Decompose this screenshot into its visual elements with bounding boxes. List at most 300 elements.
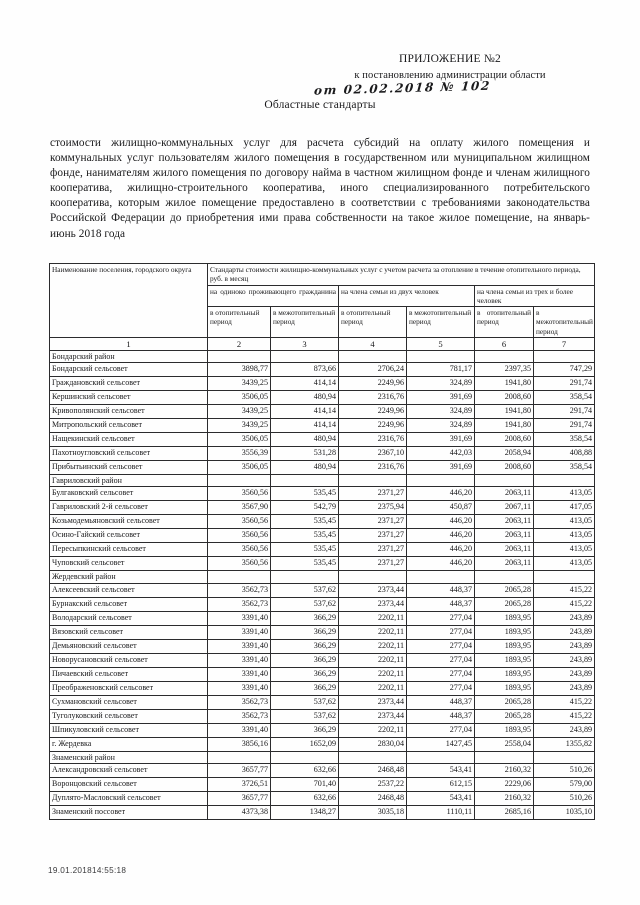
value-cell-6: 2008,60 bbox=[475, 433, 534, 447]
table-row bbox=[50, 695, 595, 709]
settlement-name: Нащекинский сельсовет bbox=[50, 433, 208, 447]
settlement-name: Чуповский сельсовет bbox=[50, 557, 208, 571]
table-row bbox=[50, 447, 595, 461]
print-timestamp: 19.01.201814:55:18 bbox=[48, 866, 127, 875]
settlement-name: Шпикуловский сельсовет bbox=[50, 723, 208, 737]
value-cell-4: 2371,27 bbox=[339, 557, 407, 571]
settlement-name: Новорусановский сельсовет bbox=[50, 653, 208, 667]
value-cell-5: 448,37 bbox=[407, 709, 475, 723]
value-cell-7: 243,89 bbox=[534, 625, 595, 639]
value-cell-5: 277,04 bbox=[407, 653, 475, 667]
value-cell-3: 414,14 bbox=[271, 405, 339, 419]
section-title: Бондарский район bbox=[50, 351, 208, 363]
value-cell-6: 2008,60 bbox=[475, 461, 534, 475]
appendix-header-block bbox=[300, 52, 600, 99]
table-head bbox=[50, 264, 595, 351]
value-cell-2: 3560,56 bbox=[208, 543, 271, 557]
value-cell-4: 2373,44 bbox=[339, 709, 407, 723]
value-cell-3: 366,29 bbox=[271, 611, 339, 625]
value-cell-5: 391,69 bbox=[407, 391, 475, 405]
header-row-1 bbox=[50, 264, 595, 286]
value-cell-6: 2160,32 bbox=[475, 791, 534, 805]
table-row bbox=[50, 391, 595, 405]
section-empty-cell bbox=[271, 351, 339, 363]
value-cell-2: 3856,16 bbox=[208, 737, 271, 751]
value-cell-7: 243,89 bbox=[534, 639, 595, 653]
value-cell-4: 2249,96 bbox=[339, 377, 407, 391]
value-cell-6: 2685,16 bbox=[475, 805, 534, 819]
settlement-name: Александровский сельсовет bbox=[50, 763, 208, 777]
value-cell-7: 243,89 bbox=[534, 667, 595, 681]
value-cell-2: 4373,38 bbox=[208, 805, 271, 819]
settlement-name: Осино-Гайский сельсовет bbox=[50, 529, 208, 543]
section-empty-cell bbox=[208, 571, 271, 583]
value-cell-2: 3391,40 bbox=[208, 639, 271, 653]
section-empty-cell bbox=[475, 571, 534, 583]
value-cell-3: 537,62 bbox=[271, 709, 339, 723]
value-cell-7: 358,54 bbox=[534, 461, 595, 475]
value-cell-6: 1893,95 bbox=[475, 723, 534, 737]
header-cell-two-persons: на члена семьи из двух человек bbox=[339, 285, 475, 307]
section-title: Жердевский район bbox=[50, 571, 208, 583]
value-cell-6: 2063,11 bbox=[475, 487, 534, 501]
value-cell-2: 3657,77 bbox=[208, 763, 271, 777]
table-row bbox=[50, 543, 595, 557]
value-cell-2: 3556,39 bbox=[208, 447, 271, 461]
table-row bbox=[50, 501, 595, 515]
value-cell-5: 446,20 bbox=[407, 529, 475, 543]
table-row bbox=[50, 419, 595, 433]
value-cell-3: 537,62 bbox=[271, 597, 339, 611]
table-row bbox=[50, 709, 595, 723]
value-cell-3: 1348,27 bbox=[271, 805, 339, 819]
value-cell-5: 324,89 bbox=[407, 419, 475, 433]
value-cell-2: 3560,56 bbox=[208, 515, 271, 529]
settlement-name: Преображеновский сельсовет bbox=[50, 681, 208, 695]
value-cell-6: 2065,28 bbox=[475, 709, 534, 723]
value-cell-3: 366,29 bbox=[271, 625, 339, 639]
table-row bbox=[50, 363, 595, 377]
value-cell-3: 535,45 bbox=[271, 515, 339, 529]
value-cell-7: 510,26 bbox=[534, 763, 595, 777]
section-title: Знаменский район bbox=[50, 751, 208, 763]
settlement-name: Туголуковский сельсовет bbox=[50, 709, 208, 723]
value-cell-6: 1893,95 bbox=[475, 611, 534, 625]
value-cell-4: 2202,11 bbox=[339, 611, 407, 625]
section-empty-cell bbox=[534, 571, 595, 583]
value-cell-5: 277,04 bbox=[407, 639, 475, 653]
value-cell-5: 277,04 bbox=[407, 667, 475, 681]
table-row bbox=[50, 529, 595, 543]
table-row bbox=[50, 653, 595, 667]
header-cell-nonheating-2: в межотопительный период bbox=[407, 307, 475, 338]
table-row bbox=[50, 583, 595, 597]
value-cell-5: 448,37 bbox=[407, 597, 475, 611]
value-cell-7: 413,05 bbox=[534, 515, 595, 529]
value-cell-2: 3391,40 bbox=[208, 681, 271, 695]
table-row bbox=[50, 377, 595, 391]
value-cell-6: 1941,80 bbox=[475, 419, 534, 433]
value-cell-7: 243,89 bbox=[534, 653, 595, 667]
value-cell-4: 2468,48 bbox=[339, 791, 407, 805]
table-row bbox=[50, 639, 595, 653]
value-cell-4: 2830,04 bbox=[339, 737, 407, 751]
value-cell-2: 3567,90 bbox=[208, 501, 271, 515]
section-empty-cell bbox=[339, 475, 407, 487]
settlement-name: Бондарский сельсовет bbox=[50, 363, 208, 377]
value-cell-5: 446,20 bbox=[407, 487, 475, 501]
column-number-row bbox=[50, 338, 595, 351]
value-cell-7: 510,26 bbox=[534, 791, 595, 805]
value-cell-4: 2202,11 bbox=[339, 723, 407, 737]
section-empty-cell bbox=[339, 571, 407, 583]
intro-paragraph: стоимости жилищно-коммунальных услуг для расчета субсидий на оплату жилого помещения и коммунальных услуг пользователям жилого помещения в государственном или муниципальном жилищном фонде, нанимателям жилого помещения по договору найма в частном жилищном фонде и членам жилищного кооператива, жилищно-строительного кооператива, иного специализированного потребительского кооператива, которым жилое помещение предоставлено в соответствии с требованиями законодательства Российской Федерации до приобретения ими права собственности на такое жилое помещение, на январь-июнь 2018 года bbox=[50, 137, 590, 240]
value-cell-3: 542,79 bbox=[271, 501, 339, 515]
value-cell-3: 366,29 bbox=[271, 723, 339, 737]
value-cell-6: 2063,11 bbox=[475, 557, 534, 571]
value-cell-5: 277,04 bbox=[407, 723, 475, 737]
value-cell-2: 3560,56 bbox=[208, 487, 271, 501]
appendix-number: ПРИЛОЖЕНИЕ №2 bbox=[399, 53, 501, 65]
table-row bbox=[50, 461, 595, 475]
value-cell-4: 2371,27 bbox=[339, 529, 407, 543]
table-row bbox=[50, 723, 595, 737]
value-cell-3: 366,29 bbox=[271, 653, 339, 667]
table-row bbox=[50, 487, 595, 501]
value-cell-3: 366,29 bbox=[271, 639, 339, 653]
settlement-name: Пахотноугловский сельсовет bbox=[50, 447, 208, 461]
section-empty-cell bbox=[271, 475, 339, 487]
value-cell-7: 243,89 bbox=[534, 611, 595, 625]
settlement-name: Дуплято-Масловский сельсовет bbox=[50, 791, 208, 805]
handwritten-annotation: от 02.02.2018 № 102 bbox=[313, 78, 492, 98]
col-number-2: 2 bbox=[208, 338, 271, 351]
value-cell-7: 358,54 bbox=[534, 433, 595, 447]
value-cell-2: 3391,40 bbox=[208, 625, 271, 639]
value-cell-3: 531,28 bbox=[271, 447, 339, 461]
value-cell-6: 2558,04 bbox=[475, 737, 534, 751]
value-cell-7: 413,05 bbox=[534, 529, 595, 543]
value-cell-5: 442,03 bbox=[407, 447, 475, 461]
settlement-name: Кривополянский сельсовет bbox=[50, 405, 208, 419]
value-cell-3: 414,14 bbox=[271, 377, 339, 391]
value-cell-6: 2065,28 bbox=[475, 695, 534, 709]
value-cell-4: 2373,44 bbox=[339, 695, 407, 709]
settlement-name: Знаменский поссовет bbox=[50, 805, 208, 819]
value-cell-4: 2468,48 bbox=[339, 763, 407, 777]
value-cell-5: 543,41 bbox=[407, 791, 475, 805]
value-cell-5: 448,37 bbox=[407, 695, 475, 709]
table-row bbox=[50, 433, 595, 447]
table-row bbox=[50, 667, 595, 681]
value-cell-5: 446,20 bbox=[407, 543, 475, 557]
value-cell-6: 1893,95 bbox=[475, 681, 534, 695]
settlement-name: Прибытьинский сельсовет bbox=[50, 461, 208, 475]
value-cell-6: 1941,80 bbox=[475, 377, 534, 391]
value-cell-2: 3560,56 bbox=[208, 529, 271, 543]
value-cell-4: 2316,76 bbox=[339, 461, 407, 475]
section-header-row bbox=[50, 351, 595, 363]
value-cell-7: 747,29 bbox=[534, 363, 595, 377]
value-cell-2: 3439,25 bbox=[208, 377, 271, 391]
value-cell-7: 415,22 bbox=[534, 597, 595, 611]
value-cell-5: 448,37 bbox=[407, 583, 475, 597]
col-number-1: 1 bbox=[50, 338, 208, 351]
settlement-name: Володарский сельсовет bbox=[50, 611, 208, 625]
value-cell-7: 415,22 bbox=[534, 695, 595, 709]
value-cell-4: 2373,44 bbox=[339, 583, 407, 597]
value-cell-7: 291,74 bbox=[534, 419, 595, 433]
value-cell-4: 2249,96 bbox=[339, 405, 407, 419]
value-cell-7: 243,89 bbox=[534, 723, 595, 737]
header-cell-heating-2: в отопительный период bbox=[339, 307, 407, 338]
settlement-name: Демьяновский сельсовет bbox=[50, 639, 208, 653]
header-cell-three-persons: на члена семьи из трех и более человек bbox=[475, 285, 595, 307]
value-cell-6: 2160,32 bbox=[475, 763, 534, 777]
standards-table bbox=[49, 263, 595, 820]
value-cell-6: 1893,95 bbox=[475, 653, 534, 667]
value-cell-3: 480,94 bbox=[271, 391, 339, 405]
table-row bbox=[50, 405, 595, 419]
value-cell-3: 366,29 bbox=[271, 681, 339, 695]
settlement-name: Булгаковский сельсовет bbox=[50, 487, 208, 501]
value-cell-7: 1355,82 bbox=[534, 737, 595, 751]
col-number-3: 3 bbox=[271, 338, 339, 351]
settlement-name: Пересыпкинский сельсовет bbox=[50, 543, 208, 557]
settlement-name: Пичаевский сельсовет bbox=[50, 667, 208, 681]
value-cell-3: 1652,09 bbox=[271, 737, 339, 751]
section-empty-cell bbox=[208, 351, 271, 363]
value-cell-7: 291,74 bbox=[534, 377, 595, 391]
value-cell-4: 2249,96 bbox=[339, 419, 407, 433]
section-header-row bbox=[50, 475, 595, 487]
table-row bbox=[50, 681, 595, 695]
table-body bbox=[50, 351, 595, 820]
header-cell-heating-3: в отопительный период bbox=[475, 307, 534, 338]
value-cell-6: 2397,35 bbox=[475, 363, 534, 377]
settlement-name: Вязовский сельсовет bbox=[50, 625, 208, 639]
value-cell-5: 446,20 bbox=[407, 515, 475, 529]
value-cell-5: 446,20 bbox=[407, 557, 475, 571]
value-cell-7: 413,05 bbox=[534, 557, 595, 571]
col-number-5: 5 bbox=[407, 338, 475, 351]
section-header-row bbox=[50, 751, 595, 763]
value-cell-4: 2371,27 bbox=[339, 515, 407, 529]
appendix-reference: к постановлению администрации области bbox=[354, 70, 546, 82]
value-cell-5: 277,04 bbox=[407, 611, 475, 625]
value-cell-5: 781,17 bbox=[407, 363, 475, 377]
value-cell-6: 2063,11 bbox=[475, 529, 534, 543]
value-cell-2: 3391,40 bbox=[208, 723, 271, 737]
standards-table-wrapper bbox=[49, 263, 594, 820]
value-cell-7: 358,54 bbox=[534, 391, 595, 405]
value-cell-7: 415,22 bbox=[534, 709, 595, 723]
col-number-4: 4 bbox=[339, 338, 407, 351]
value-cell-6: 2229,06 bbox=[475, 777, 534, 791]
section-header-row bbox=[50, 571, 595, 583]
section-title: Гавриловский район bbox=[50, 475, 208, 487]
value-cell-4: 2202,11 bbox=[339, 625, 407, 639]
value-cell-5: 612,15 bbox=[407, 777, 475, 791]
value-cell-3: 480,94 bbox=[271, 433, 339, 447]
value-cell-2: 3560,56 bbox=[208, 557, 271, 571]
settlement-name: Бурнакский сельсовет bbox=[50, 597, 208, 611]
value-cell-7: 408,88 bbox=[534, 447, 595, 461]
value-cell-3: 873,66 bbox=[271, 363, 339, 377]
section-empty-cell bbox=[407, 571, 475, 583]
value-cell-4: 2373,44 bbox=[339, 597, 407, 611]
col-number-6: 6 bbox=[475, 338, 534, 351]
value-cell-5: 391,69 bbox=[407, 433, 475, 447]
table-row bbox=[50, 791, 595, 805]
value-cell-6: 1893,95 bbox=[475, 667, 534, 681]
value-cell-3: 535,45 bbox=[271, 557, 339, 571]
value-cell-6: 2067,11 bbox=[475, 501, 534, 515]
value-cell-7: 291,74 bbox=[534, 405, 595, 419]
section-empty-cell bbox=[407, 351, 475, 363]
table-row bbox=[50, 515, 595, 529]
section-empty-cell bbox=[339, 351, 407, 363]
section-empty-cell bbox=[475, 751, 534, 763]
table-row bbox=[50, 611, 595, 625]
header-cell-name: Наименование поселения, городского округа bbox=[50, 264, 208, 338]
value-cell-5: 1427,45 bbox=[407, 737, 475, 751]
value-cell-2: 3657,77 bbox=[208, 791, 271, 805]
value-cell-6: 2058,94 bbox=[475, 447, 534, 461]
section-empty-cell bbox=[534, 751, 595, 763]
settlement-name: Митропольский сельсовет bbox=[50, 419, 208, 433]
value-cell-7: 1035,10 bbox=[534, 805, 595, 819]
value-cell-2: 3439,25 bbox=[208, 419, 271, 433]
value-cell-3: 535,45 bbox=[271, 529, 339, 543]
value-cell-2: 3562,73 bbox=[208, 695, 271, 709]
value-cell-2: 3562,73 bbox=[208, 583, 271, 597]
value-cell-3: 480,94 bbox=[271, 461, 339, 475]
header-cell-group-top: Стандарты стоимости жилищно-коммунальных услуг с учетом расчета за отопление в течение отопительного периода, руб. в месяц bbox=[208, 264, 595, 286]
value-cell-2: 3898,77 bbox=[208, 363, 271, 377]
value-cell-2: 3391,40 bbox=[208, 667, 271, 681]
header-cell-single-person: на одиноко проживающего гражданина bbox=[208, 285, 339, 307]
value-cell-6: 2008,60 bbox=[475, 391, 534, 405]
value-cell-7: 413,05 bbox=[534, 487, 595, 501]
value-cell-6: 1941,80 bbox=[475, 405, 534, 419]
value-cell-5: 391,69 bbox=[407, 461, 475, 475]
section-empty-cell bbox=[475, 475, 534, 487]
value-cell-3: 632,66 bbox=[271, 791, 339, 805]
table-row bbox=[50, 805, 595, 819]
value-cell-2: 3562,73 bbox=[208, 597, 271, 611]
value-cell-2: 3391,40 bbox=[208, 653, 271, 667]
value-cell-3: 537,62 bbox=[271, 583, 339, 597]
value-cell-4: 2202,11 bbox=[339, 681, 407, 695]
section-empty-cell bbox=[208, 475, 271, 487]
value-cell-7: 415,22 bbox=[534, 583, 595, 597]
table-row bbox=[50, 625, 595, 639]
value-cell-4: 2371,27 bbox=[339, 487, 407, 501]
value-cell-3: 414,14 bbox=[271, 419, 339, 433]
settlement-name: Кершинский сельсовет bbox=[50, 391, 208, 405]
table-row bbox=[50, 763, 595, 777]
value-cell-6: 2065,28 bbox=[475, 597, 534, 611]
value-cell-5: 324,89 bbox=[407, 377, 475, 391]
table-row bbox=[50, 597, 595, 611]
section-empty-cell bbox=[475, 351, 534, 363]
value-cell-2: 3391,40 bbox=[208, 611, 271, 625]
value-cell-4: 2202,11 bbox=[339, 639, 407, 653]
settlement-name: Сухмановский сельсовет bbox=[50, 695, 208, 709]
value-cell-6: 2063,11 bbox=[475, 515, 534, 529]
settlement-name: г. Жердевка bbox=[50, 737, 208, 751]
value-cell-2: 3506,05 bbox=[208, 461, 271, 475]
value-cell-4: 2371,27 bbox=[339, 543, 407, 557]
header-cell-nonheating-1: в межотопительный период bbox=[271, 307, 339, 338]
value-cell-4: 2202,11 bbox=[339, 653, 407, 667]
value-cell-2: 3506,05 bbox=[208, 433, 271, 447]
settlement-name: Козьмодемьяновский сельсовет bbox=[50, 515, 208, 529]
value-cell-3: 537,62 bbox=[271, 695, 339, 709]
section-empty-cell bbox=[534, 351, 595, 363]
settlement-name: Гавриловский 2-й сельсовет bbox=[50, 501, 208, 515]
value-cell-6: 1893,95 bbox=[475, 639, 534, 653]
value-cell-4: 2316,76 bbox=[339, 433, 407, 447]
section-empty-cell bbox=[407, 751, 475, 763]
value-cell-5: 277,04 bbox=[407, 625, 475, 639]
value-cell-4: 2706,24 bbox=[339, 363, 407, 377]
value-cell-2: 3439,25 bbox=[208, 405, 271, 419]
value-cell-4: 2537,22 bbox=[339, 777, 407, 791]
value-cell-3: 366,29 bbox=[271, 667, 339, 681]
value-cell-6: 2065,28 bbox=[475, 583, 534, 597]
header-cell-nonheating-3: в межотопительный период bbox=[534, 307, 595, 338]
value-cell-5: 277,04 bbox=[407, 681, 475, 695]
settlement-name: Воронцовский сельсовет bbox=[50, 777, 208, 791]
value-cell-7: 579,00 bbox=[534, 777, 595, 791]
table-row bbox=[50, 777, 595, 791]
value-cell-4: 2375,94 bbox=[339, 501, 407, 515]
section-empty-cell bbox=[339, 751, 407, 763]
value-cell-4: 2316,76 bbox=[339, 391, 407, 405]
col-number-7: 7 bbox=[534, 338, 595, 351]
value-cell-7: 413,05 bbox=[534, 543, 595, 557]
value-cell-4: 3035,18 bbox=[339, 805, 407, 819]
value-cell-6: 1893,95 bbox=[475, 625, 534, 639]
section-empty-cell bbox=[208, 751, 271, 763]
value-cell-3: 535,45 bbox=[271, 543, 339, 557]
value-cell-6: 2063,11 bbox=[475, 543, 534, 557]
value-cell-2: 3562,73 bbox=[208, 709, 271, 723]
value-cell-7: 417,05 bbox=[534, 501, 595, 515]
section-empty-cell bbox=[271, 571, 339, 583]
value-cell-4: 2367,10 bbox=[339, 447, 407, 461]
table-row bbox=[50, 557, 595, 571]
settlement-name: Алексеевский сельсовет bbox=[50, 583, 208, 597]
section-empty-cell bbox=[271, 751, 339, 763]
value-cell-5: 1110,11 bbox=[407, 805, 475, 819]
value-cell-3: 701,40 bbox=[271, 777, 339, 791]
value-cell-4: 2202,11 bbox=[339, 667, 407, 681]
header-cell-heating-1: в отопительный период bbox=[208, 307, 271, 338]
value-cell-5: 324,89 bbox=[407, 405, 475, 419]
value-cell-2: 3726,51 bbox=[208, 777, 271, 791]
section-empty-cell bbox=[407, 475, 475, 487]
table-row bbox=[50, 737, 595, 751]
value-cell-5: 543,41 bbox=[407, 763, 475, 777]
value-cell-5: 450,87 bbox=[407, 501, 475, 515]
value-cell-3: 535,45 bbox=[271, 487, 339, 501]
section-empty-cell bbox=[534, 475, 595, 487]
settlement-name: Граждановский сельсовет bbox=[50, 377, 208, 391]
value-cell-3: 632,66 bbox=[271, 763, 339, 777]
